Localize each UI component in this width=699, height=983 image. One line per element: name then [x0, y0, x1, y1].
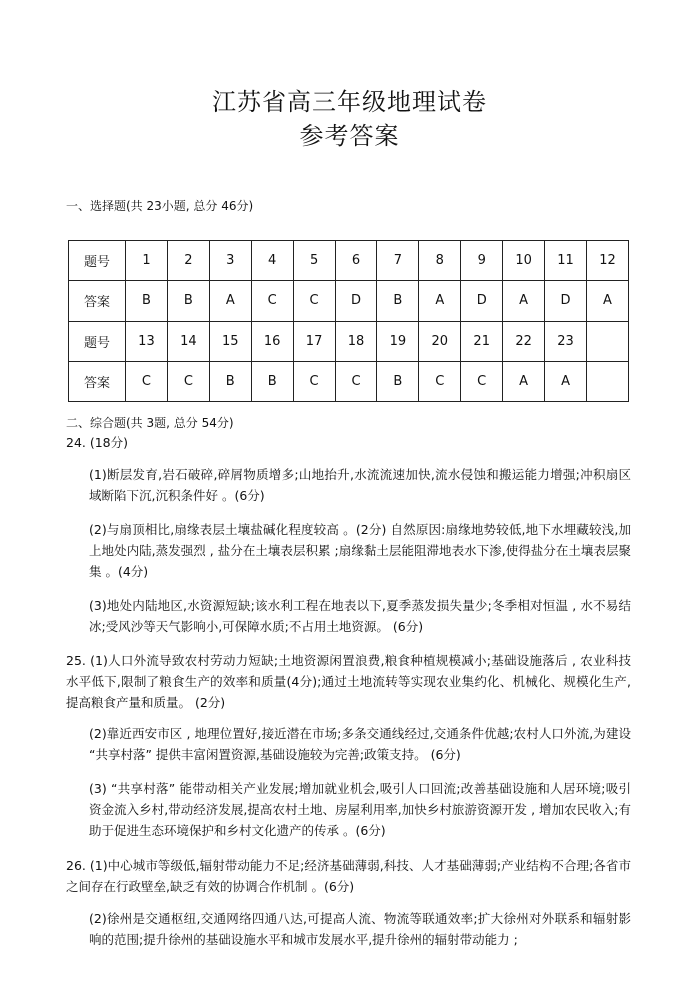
answer-cell: C: [335, 361, 377, 401]
answer-table: [68, 240, 629, 402]
question-number: 15: [209, 321, 251, 361]
question-number: 3: [209, 241, 251, 281]
row-label: 答案: [69, 281, 126, 321]
answer-cell: A: [503, 281, 545, 321]
question-number: 16: [251, 321, 293, 361]
table-row: [69, 281, 629, 321]
answer-cell: B: [377, 281, 419, 321]
question-number: 9: [461, 241, 503, 281]
question-number: 22: [503, 321, 545, 361]
answer-cell: C: [126, 361, 168, 401]
table-row: [69, 321, 629, 361]
question-number: 12: [586, 241, 628, 281]
answer-cell: D: [335, 281, 377, 321]
answer-cell: A: [545, 361, 587, 401]
answer-cell: A: [419, 281, 461, 321]
answer-25-2: (2)靠近西安市区 , 地理位置好,接近潜在市场;多条交通线经过,交通条件优越;农村人口外流,为建设 “共享村落” 提供丰富闲置资源,基础设施较为完善;政策支持。 (6分): [89, 726, 631, 762]
row-label: 题号: [69, 321, 126, 361]
answer-25-1: 25. (1)人口外流导致农村劳动力短缺;土地资源闲置浪费,粮食种植规模减小;基础设施落后 , 农业科技水平低下,限制了粮食生产的效率和质量(4分);通过土地流转等实现农业集约化、机械化、规模化生产,提高粮食产量和质量。 (2分): [66, 653, 631, 710]
question-number: 5: [293, 241, 335, 281]
answer-cell: C: [251, 281, 293, 321]
question-number: 20: [419, 321, 461, 361]
question-number: 6: [335, 241, 377, 281]
page-subtitle: 参考答案: [299, 122, 400, 150]
answer-cell: C: [461, 361, 503, 401]
answer-cell: D: [461, 281, 503, 321]
question-24-label: 24. (18分): [66, 435, 129, 450]
question-number: 10: [503, 241, 545, 281]
answer-cell: D: [545, 281, 587, 321]
answer-26-1: 26. (1)中心城市等级低,辐射带动能力不足;经济基础薄弱,科技、人才基础薄弱;产业结构不合理;各省市之间存在行政壁垒,缺乏有效的协调合作机制 。(6分): [66, 858, 631, 894]
answer-cell: B: [377, 361, 419, 401]
answer-cell: C: [167, 361, 209, 401]
question-number: 18: [335, 321, 377, 361]
row-label: 题号: [69, 241, 126, 281]
answer-cell: C: [293, 281, 335, 321]
question-number: 8: [419, 241, 461, 281]
answer-cell: A: [503, 361, 545, 401]
answer-cell: B: [209, 361, 251, 401]
answer-24-2: (2)与扇顶相比,扇缘表层土壤盐碱化程度较高 。(2分) 自然原因:扇缘地势较低,地下水埋藏较浅,加上地处内陆,蒸发强烈 , 盐分在土壤表层积累 ;扇缘黏土层能阻滞地表水下渗,使得盐分在土壤表层聚集 。(4分): [89, 522, 631, 579]
answer-cell: B: [251, 361, 293, 401]
question-number: 7: [377, 241, 419, 281]
empty-cell: [586, 361, 628, 401]
answer-cell: B: [126, 281, 168, 321]
answer-24-1: (1)断层发育,岩石破碎,碎屑物质增多;山地抬升,水流流速加快,流水侵蚀和搬运能力增强;冲积扇区域断陷下沉,沉积条件好 。(6分): [89, 467, 631, 503]
answer-24-3: (3)地处内陆地区,水资源短缺;该水利工程在地表以下,夏季蒸发损失量少;冬季相对恒温 , 水不易结冰;受风沙等天气影响小,可保障水质;不占用土地资源。 (6分): [89, 598, 631, 634]
question-number: 4: [251, 241, 293, 281]
section1-heading: 一、选择题(共 23小题, 总分 46分): [66, 199, 254, 213]
question-number: 17: [293, 321, 335, 361]
question-number: 21: [461, 321, 503, 361]
table-row: [69, 241, 629, 281]
page-title: 江苏省高三年级地理试卷: [212, 88, 487, 116]
row-label: 答案: [69, 361, 126, 401]
question-number: 2: [167, 241, 209, 281]
question-number: 23: [545, 321, 587, 361]
question-number: 1: [126, 241, 168, 281]
answer-cell: A: [209, 281, 251, 321]
answer-cell: C: [293, 361, 335, 401]
question-number: 13: [126, 321, 168, 361]
question-number: 19: [377, 321, 419, 361]
empty-cell: [586, 321, 628, 361]
section2-heading: 二、综合题(共 3题, 总分 54分): [66, 416, 234, 430]
answer-cell: A: [586, 281, 628, 321]
question-number: 11: [545, 241, 587, 281]
question-number: 14: [167, 321, 209, 361]
table-row: [69, 361, 629, 401]
answer-cell: B: [167, 281, 209, 321]
answer-cell: C: [419, 361, 461, 401]
answer-26-2: (2)徐州是交通枢纽,交通网络四通八达,可提高人流、物流等联通效率;扩大徐州对外联系和辐射影响的范围;提升徐州的基础设施水平和城市发展水平,提升徐州的辐射带动能力 ;: [89, 911, 631, 947]
answer-25-3: (3) “共享村落” 能带动相关产业发展;增加就业机会,吸引人口回流;改善基础设施和人居环境;吸引资金流入乡村,带动经济发展,提高农村土地、房屋利用率,加快乡村旅游资源开发 , 增加农民收入;有助于促进生态环境保护和乡村文化遗产的传承 。(6分): [89, 781, 631, 838]
